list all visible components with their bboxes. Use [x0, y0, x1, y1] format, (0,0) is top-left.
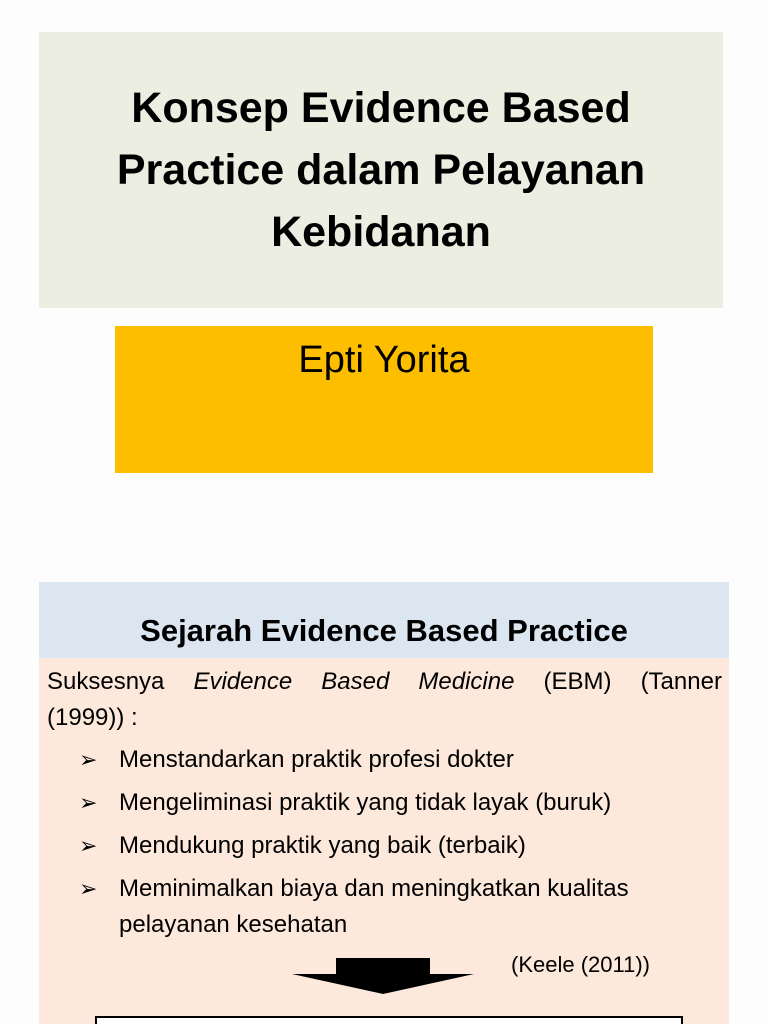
- intro-italic-term-3: Medicine: [418, 668, 515, 695]
- slide2-header: [39, 582, 729, 658]
- intro-abbr: (EBM): [543, 668, 612, 695]
- title-line-1: Konsep Evidence Based: [131, 84, 631, 132]
- intro-cite-start: (Tanner: [640, 668, 722, 695]
- down-arrow-icon: [292, 958, 474, 994]
- author-name: Epti Yorita: [298, 339, 470, 381]
- intro-paragraph: [47, 664, 722, 736]
- arrow-bullet-icon: ➢: [79, 876, 98, 901]
- bullet-text: Mendukung praktik yang baik (terbaik): [119, 832, 526, 859]
- bullet-item: [79, 742, 699, 778]
- intro-prefix: Suksesnya: [47, 668, 165, 695]
- bullet-list: [79, 742, 699, 950]
- presentation-title: [81, 77, 681, 263]
- result-box: [95, 1016, 683, 1024]
- slide2-title: Sejarah Evidence Based Practice: [140, 613, 628, 648]
- arrow-bullet-icon: ➢: [79, 833, 98, 858]
- slide2-body: [39, 658, 729, 1024]
- bullet-item: [79, 828, 699, 864]
- title-line-3: Kebidanan: [271, 208, 491, 256]
- bullet-item: [79, 871, 699, 943]
- bullet-text: Mengeliminasi praktik yang tidak layak (buruk): [119, 789, 612, 816]
- title-line-2: Practice dalam Pelayanan: [116, 146, 646, 194]
- arrow-bullet-icon: ➢: [79, 747, 98, 772]
- intro-line-2: (1999)) :: [47, 704, 138, 731]
- author-box: [115, 326, 653, 473]
- intro-line-1: [47, 664, 722, 700]
- intro-italic-term-1: Evidence: [193, 668, 293, 695]
- intro-italic-term-2: Based: [321, 668, 390, 695]
- bullet-item: [79, 785, 699, 821]
- bullet-text: Meminimalkan biaya dan meningkatkan kualitas pelayanan kesehatan: [119, 875, 629, 938]
- citation-text: (Keele (2011)): [511, 952, 650, 977]
- title-slide-box: [39, 32, 723, 308]
- arrow-bullet-icon: ➢: [79, 790, 98, 815]
- bullet-text: Menstandarkan praktik profesi dokter: [119, 746, 514, 773]
